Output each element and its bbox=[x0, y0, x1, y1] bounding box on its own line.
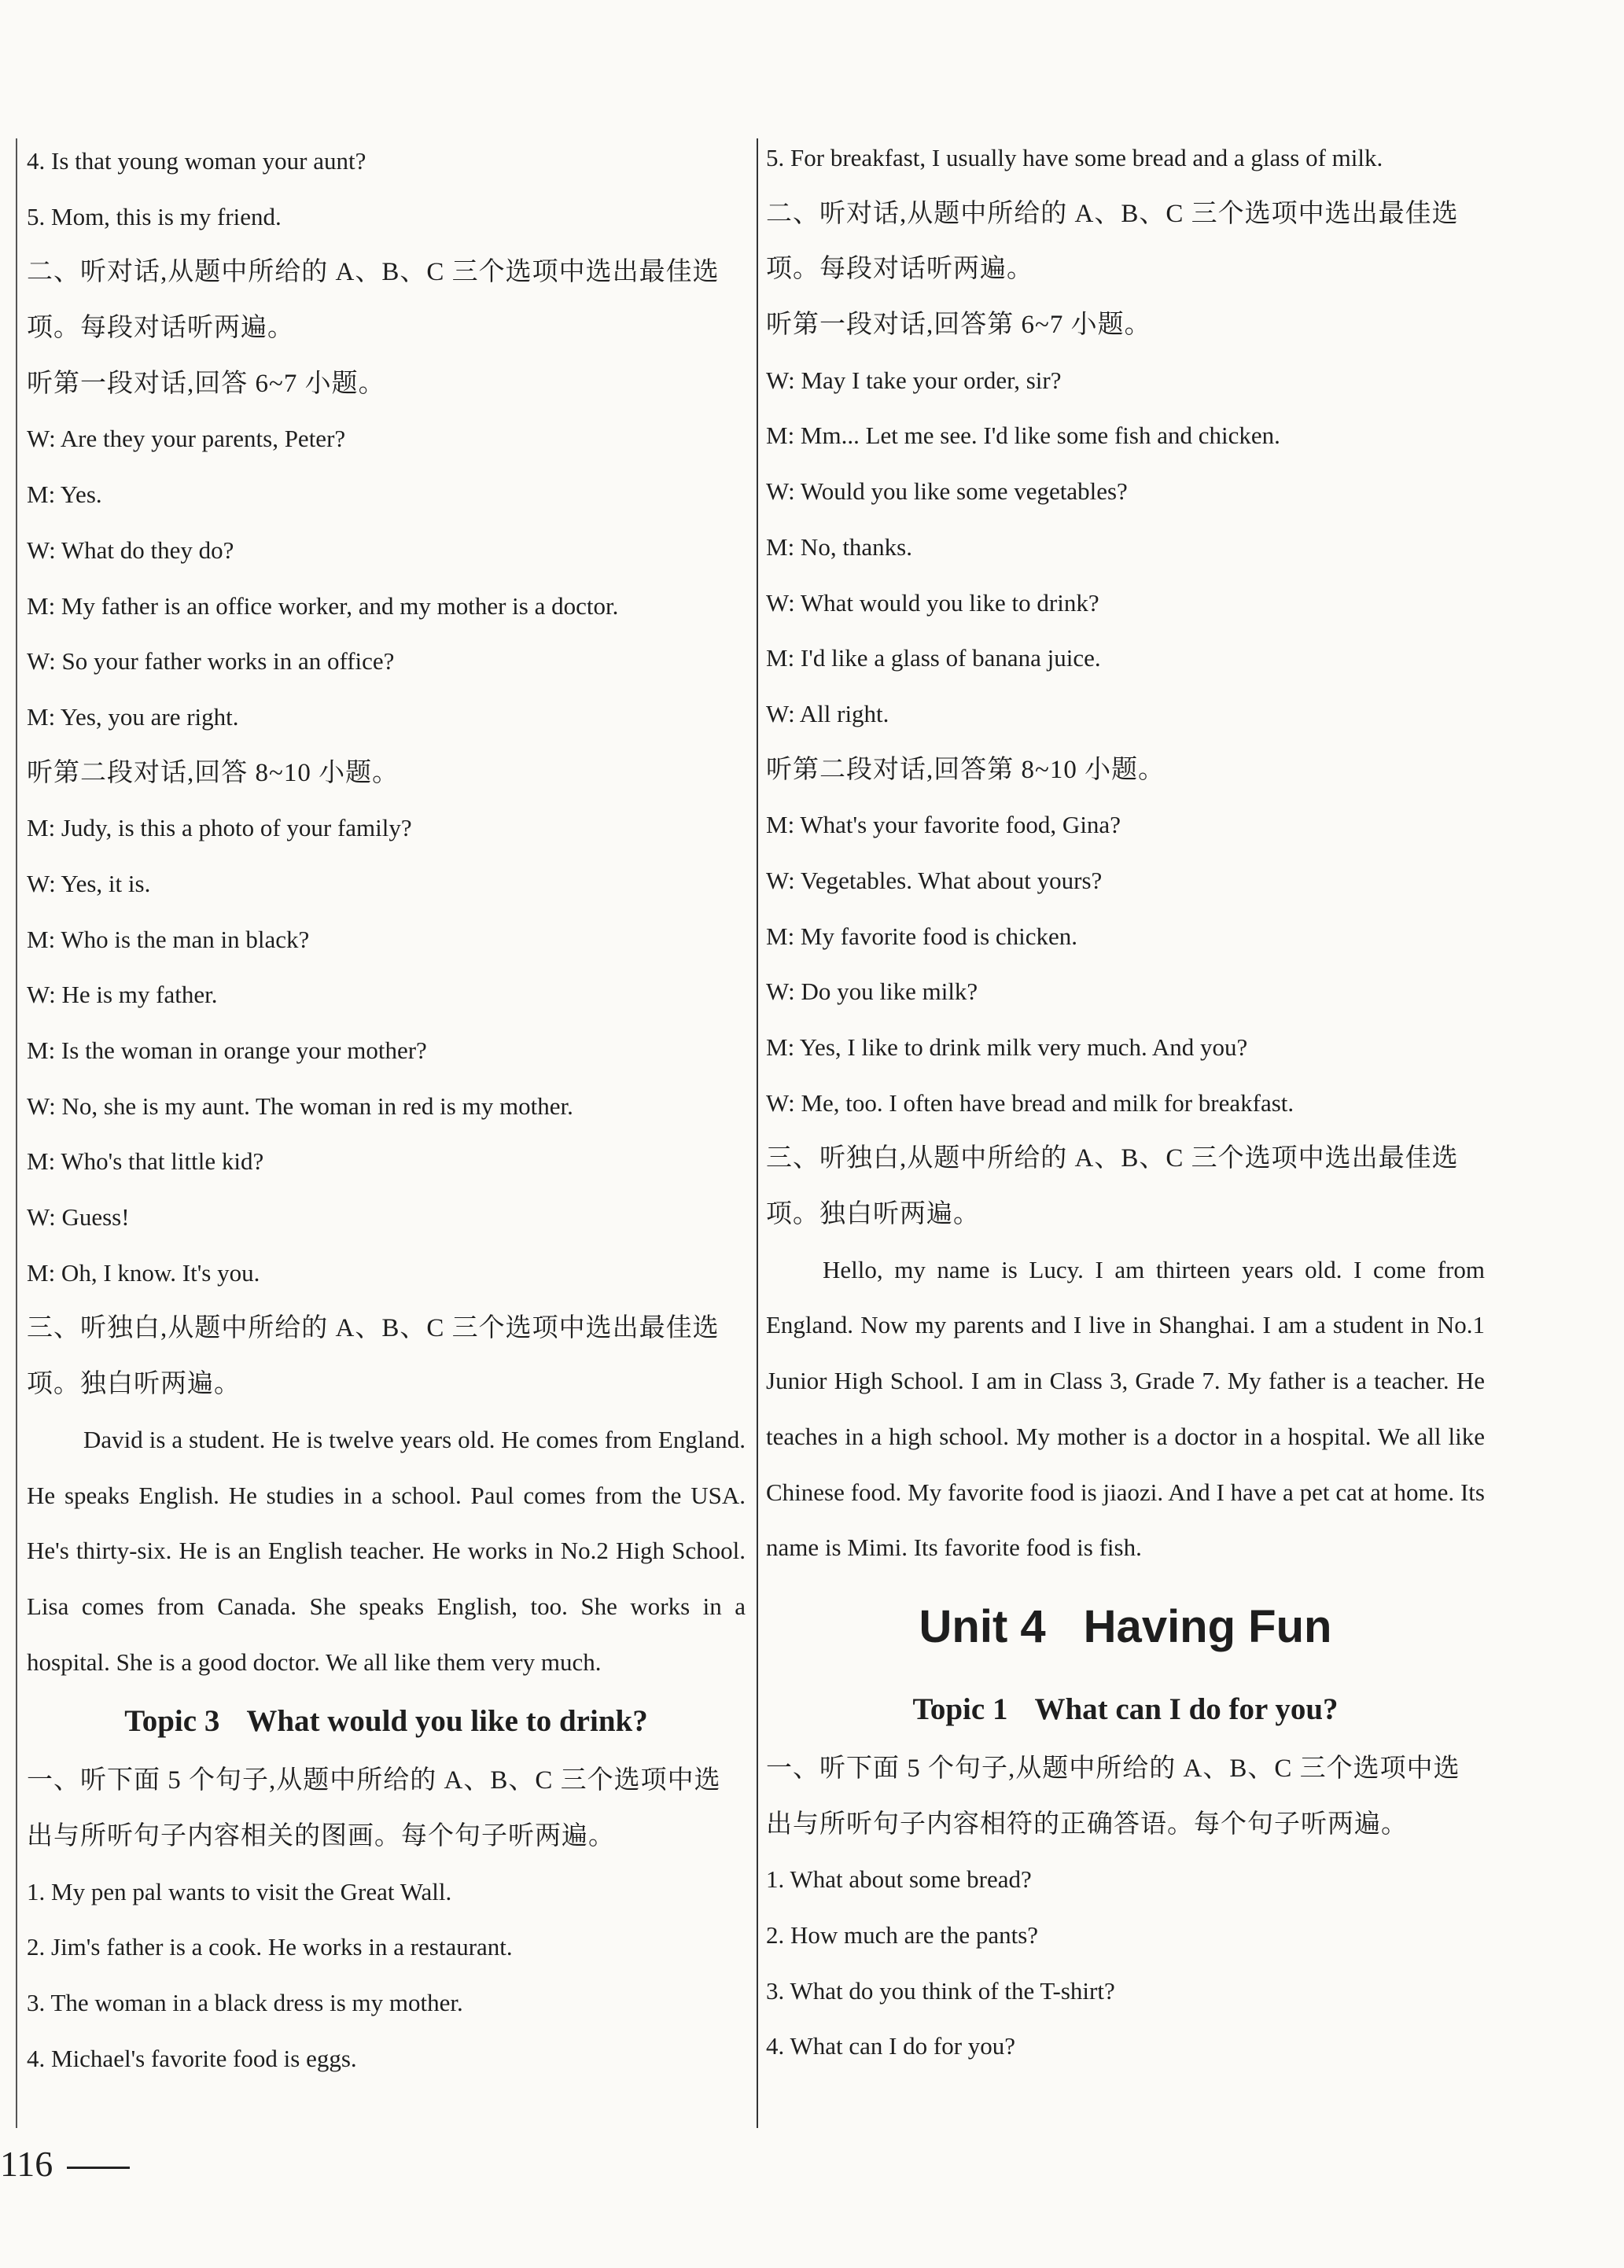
sentence-line: 3. The woman in a black dress is my mother. bbox=[27, 1989, 463, 2017]
dialogue-line: M: Yes, you are right. bbox=[27, 702, 239, 731]
dialogue-line: W: Vegetables. What about yours? bbox=[766, 866, 1103, 894]
dialogue-line: W: He is my father. bbox=[27, 981, 218, 1009]
unit-title: Having Fun bbox=[1083, 1600, 1332, 1652]
dialogue-line: W: All right. bbox=[766, 699, 889, 727]
section-instruction: 三、听独白,从题中所给的 A、B、C 三个选项中选出最佳选 bbox=[766, 1144, 1459, 1173]
page-footer bbox=[0, 2143, 130, 2185]
sentence-line: 5. Mom, this is my friend. bbox=[27, 202, 282, 230]
section-instruction: 出与所听句子内容相符的正确答语。每个句子听两遍。 bbox=[766, 1810, 1408, 1839]
section-instruction: 项。独白听两遍。 bbox=[27, 1370, 241, 1399]
sentence-line: 2. How much are the pants? bbox=[766, 1921, 1039, 1950]
dialogue-line: W: What would you like to drink? bbox=[766, 588, 1099, 617]
dialogue-line: W: Would you like some vegetables? bbox=[766, 477, 1128, 506]
dialogue-line: W: So your father works in an office? bbox=[27, 647, 395, 676]
dialogue-line: M: My father is an office worker, and my mother is a doctor. bbox=[27, 591, 619, 620]
sentence-line: 4. What can I do for you? bbox=[766, 2032, 1016, 2060]
dialogue-intro: 听第一段对话,回答第 6~7 小题。 bbox=[766, 311, 1151, 340]
section-instruction: 出与所听句子内容相关的图画。每个句子听两遍。 bbox=[27, 1822, 615, 1851]
dialogue-line: M: No, thanks. bbox=[766, 532, 912, 561]
topic-title: What would you like to drink? bbox=[246, 1704, 648, 1739]
dialogue-line: W: What do they do? bbox=[27, 536, 234, 564]
topic-number: Topic 3 bbox=[124, 1704, 220, 1739]
dialogue-intro: 听第二段对话,回答 8~10 小题。 bbox=[27, 758, 400, 787]
dialogue-line: M: Judy, is this a photo of your family? bbox=[27, 814, 412, 842]
section-instruction: 二、听对话,从题中所给的 A、B、C 三个选项中选出最佳选 bbox=[766, 199, 1459, 228]
dialogue-line: W: Yes, it is. bbox=[27, 869, 151, 897]
page-number: 116 bbox=[0, 2144, 53, 2184]
sentence-line: 2. Jim's father is a cook. He works in a restaurant. bbox=[27, 1933, 513, 1961]
dialogue-line: W: Guess! bbox=[27, 1203, 130, 1232]
dialogue-line: M: My favorite food is chicken. bbox=[766, 922, 1078, 950]
sentence-line: 5. For breakfast, I usually have some bread and a glass of milk. bbox=[766, 144, 1383, 171]
topic-heading bbox=[766, 1678, 1485, 1741]
section-instruction: 三、听独白,从题中所给的 A、B、C 三个选项中选出最佳选 bbox=[27, 1314, 720, 1343]
dialogue-line: M: Who is the man in black? bbox=[27, 925, 310, 953]
section-instruction: 项。每段对话听两遍。 bbox=[27, 314, 294, 343]
section-instruction: 项。独白听两遍。 bbox=[766, 1200, 980, 1229]
left-column bbox=[27, 134, 746, 2086]
dialogue-line: M: Who's that little kid? bbox=[27, 1147, 264, 1176]
monologue-paragraph: Hello, my name is Lucy. I am thirteen years old. I come from England. Now my parents and I live in Shanghai. I am a student in No.1 Junior High School. I am in Class 3, Grade 7. My father is a teacher. He teaches in a high school. My mother is a doctor in a hospital. We all like Chinese food. My favorite food is jiaozi. And I have a pet cat at home. Its name is Mimi. Its favorite food is fish. bbox=[766, 1255, 1485, 1562]
dialogue-line: W: Are they your parents, Peter? bbox=[27, 425, 346, 453]
dialogue-line: M: Oh, I know. It's you. bbox=[27, 1258, 260, 1287]
unit-number: Unit 4 bbox=[919, 1600, 1046, 1652]
topic-heading bbox=[27, 1690, 746, 1753]
topic-number: Topic 1 bbox=[912, 1692, 1008, 1726]
dialogue-intro: 听第一段对话,回答 6~7 小题。 bbox=[27, 369, 385, 398]
dialogue-line: W: Do you like milk? bbox=[766, 978, 978, 1006]
dialogue-line: M: What's your favorite food, Gina? bbox=[766, 811, 1121, 839]
unit-heading bbox=[766, 1576, 1485, 1678]
sentence-line: 1. What about some bread? bbox=[766, 1865, 1032, 1894]
dialogue-line: M: I'd like a glass of banana juice. bbox=[766, 644, 1101, 672]
column-divider bbox=[757, 138, 758, 2128]
dialogue-line: M: Yes. bbox=[27, 480, 102, 509]
sentence-line: 1. My pen pal wants to visit the Great Wall. bbox=[27, 1877, 452, 1905]
dialogue-line: M: Yes, I like to drink milk very much. And you? bbox=[766, 1033, 1248, 1061]
dialogue-line: W: No, she is my aunt. The woman in red is my mother. bbox=[27, 1092, 573, 1120]
sentence-line: 3. What do you think of the T-shirt? bbox=[766, 1976, 1115, 2005]
right-column bbox=[766, 131, 1485, 2075]
dialogue-line: W: May I take your order, sir? bbox=[766, 366, 1062, 394]
monologue-paragraph: David is a student. He is twelve years old. He comes from England. He speaks English. He studies in a school. Paul comes from the USA. He's thirty-six. He is an English teacher. He works in No.2 High School. Lisa comes from Canada. She speaks English, too. She works in a hospital. She is a good doctor. We all like them very much. bbox=[27, 1425, 746, 1676]
section-instruction: 项。每段对话听两遍。 bbox=[766, 255, 1033, 284]
section-instruction: 二、听对话,从题中所给的 A、B、C 三个选项中选出最佳选 bbox=[27, 258, 720, 287]
footer-dash bbox=[67, 2167, 130, 2169]
section-instruction: 一、听下面 5 个句子,从题中所给的 A、B、C 三个选项中选 bbox=[766, 1754, 1460, 1783]
dialogue-line: M: Mm... Let me see. I'd like some fish and chicken. bbox=[766, 422, 1280, 450]
dialogue-line: M: Is the woman in orange your mother? bbox=[27, 1036, 427, 1064]
left-margin-rule bbox=[16, 138, 17, 2128]
dialogue-line: W: Me, too. I often have bread and milk for breakfast. bbox=[766, 1088, 1294, 1117]
topic-title: What can I do for you? bbox=[1034, 1692, 1339, 1726]
section-instruction: 一、听下面 5 个句子,从题中所给的 A、B、C 三个选项中选 bbox=[27, 1766, 721, 1795]
sentence-line: 4. Is that young woman your aunt? bbox=[27, 147, 366, 175]
dialogue-intro: 听第二段对话,回答第 8~10 小题。 bbox=[766, 755, 1166, 784]
sentence-line: 4. Michael's favorite food is eggs. bbox=[27, 2044, 357, 2072]
